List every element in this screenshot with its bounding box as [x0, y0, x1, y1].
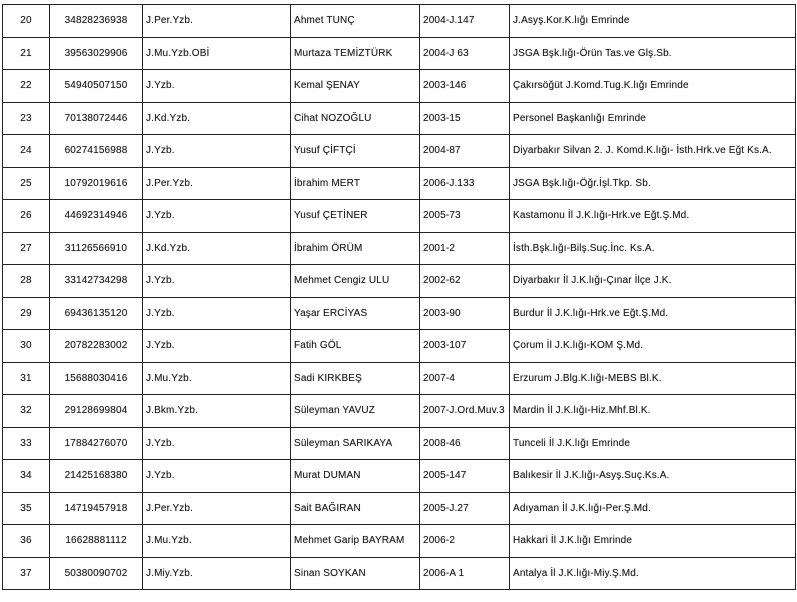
cell-full-name: Yaşar ERCİYAS [291, 297, 420, 330]
cell-id-number: 34828236938 [50, 5, 143, 38]
cell-full-name: Mehmet Cengiz ULU [291, 265, 420, 298]
table-row [3, 297, 796, 330]
cell-rank: J.Yzb. [143, 135, 291, 168]
cell-duty-assignment: JSGA Bşk.lığı-Öğr.İşl.Tkp. Sb. [510, 167, 796, 200]
cell-sequence-number: 26 [3, 200, 50, 233]
cell-duty-assignment: Diyarbakır Silvan 2. J. Komd.K.lığı- İsth.Hrk.ve Eğt Ks.A. [510, 135, 796, 168]
cell-full-name: Süleyman SARIKAYA [291, 427, 420, 460]
cell-duty-assignment: J.Asyş.Kor.K.lığı Emrinde [510, 5, 796, 38]
cell-rank: J.Bkm.Yzb. [143, 395, 291, 428]
cell-rank: J.Per.Yzb. [143, 167, 291, 200]
cell-id-number: 60274156988 [50, 135, 143, 168]
cell-duty-assignment: Çakırsöğüt J.Komd.Tug.K.lığı Emrinde [510, 70, 796, 103]
cell-sequence-number: 20 [3, 5, 50, 38]
cell-sequence-number: 23 [3, 102, 50, 135]
cell-term-number: 2003-146 [420, 70, 510, 103]
cell-term-number: 2001-2 [420, 232, 510, 265]
cell-id-number: 33142734298 [50, 265, 143, 298]
cell-term-number: 2004-J.147 [420, 5, 510, 38]
table-row [3, 525, 796, 558]
cell-duty-assignment: Mardin İl J.K.lığı-Hiz.Mhf.Bl.K. [510, 395, 796, 428]
cell-duty-assignment: Balıkesir İl J.K.lığı-Asyş.Suç.Ks.A. [510, 460, 796, 493]
cell-id-number: 20782283002 [50, 330, 143, 363]
cell-full-name: Yusuf ÇİFTÇİ [291, 135, 420, 168]
cell-sequence-number: 30 [3, 330, 50, 363]
cell-rank: J.Yzb. [143, 427, 291, 460]
cell-sequence-number: 22 [3, 70, 50, 103]
cell-rank: J.Kd.Yzb. [143, 232, 291, 265]
cell-rank: J.Miy.Yzb. [143, 557, 291, 590]
cell-term-number: 2007-J.Ord.Muv.3 [420, 395, 510, 428]
cell-duty-assignment: Erzurum J.Blg.K.lığı-MEBS Bl.K. [510, 362, 796, 395]
table-row [3, 330, 796, 363]
table-row [3, 395, 796, 428]
cell-term-number: 2004-87 [420, 135, 510, 168]
cell-sequence-number: 21 [3, 37, 50, 70]
cell-duty-assignment: Tunceli İl J.K.lığı Emrinde [510, 427, 796, 460]
cell-sequence-number: 35 [3, 492, 50, 525]
cell-duty-assignment: Kastamonu İl J.K.lığı-Hrk.ve Eğt.Ş.Md. [510, 200, 796, 233]
cell-rank: J.Per.Yzb. [143, 5, 291, 38]
cell-duty-assignment: Antalya İl J.K.lığı-Miy.Ş.Md. [510, 557, 796, 590]
cell-duty-assignment: Personel Başkanlığı Emrinde [510, 102, 796, 135]
table-row [3, 5, 796, 38]
cell-id-number: 15688030416 [50, 362, 143, 395]
cell-sequence-number: 32 [3, 395, 50, 428]
cell-term-number: 2008-46 [420, 427, 510, 460]
cell-term-number: 2003-90 [420, 297, 510, 330]
cell-id-number: 29128699804 [50, 395, 143, 428]
table-row [3, 135, 796, 168]
cell-sequence-number: 29 [3, 297, 50, 330]
cell-duty-assignment: Çorum İl J.K.lığı-KOM Ş.Md. [510, 330, 796, 363]
table-row [3, 200, 796, 233]
cell-rank: J.Yzb. [143, 200, 291, 233]
cell-term-number: 2006-J.133 [420, 167, 510, 200]
cell-id-number: 50380090702 [50, 557, 143, 590]
table-row [3, 102, 796, 135]
cell-duty-assignment: Adıyaman İl J.K.lığı-Per.Ş.Md. [510, 492, 796, 525]
cell-id-number: 14719457918 [50, 492, 143, 525]
cell-duty-assignment: Diyarbakır İl J.K.lığı-Çınar İlçe J.K. [510, 265, 796, 298]
cell-rank: J.Mu.Yzb. [143, 525, 291, 558]
cell-full-name: Yusuf ÇETİNER [291, 200, 420, 233]
table-row [3, 265, 796, 298]
cell-full-name: Murtaza TEMİZTÜRK [291, 37, 420, 70]
cell-rank: J.Mu.Yzb. [143, 362, 291, 395]
cell-id-number: 31126566910 [50, 232, 143, 265]
cell-id-number: 10792019616 [50, 167, 143, 200]
cell-id-number: 69436135120 [50, 297, 143, 330]
cell-full-name: Kemal ŞENAY [291, 70, 420, 103]
cell-full-name: Cihat NOZOĞLU [291, 102, 420, 135]
personnel-table-body [3, 5, 796, 590]
cell-rank: J.Yzb. [143, 265, 291, 298]
cell-term-number: 2004-J 63 [420, 37, 510, 70]
cell-rank: J.Per.Yzb. [143, 492, 291, 525]
cell-rank: J.Yzb. [143, 70, 291, 103]
cell-term-number: 2006-2 [420, 525, 510, 558]
cell-id-number: 70138072446 [50, 102, 143, 135]
cell-full-name: Sadi KIRKBEŞ [291, 362, 420, 395]
cell-term-number: 2002-62 [420, 265, 510, 298]
cell-duty-assignment: JSGA Bşk.lığı-Örün Tas.ve Glş.Sb. [510, 37, 796, 70]
table-row [3, 492, 796, 525]
cell-full-name: Sait BAĞIRAN [291, 492, 420, 525]
table-row [3, 70, 796, 103]
cell-duty-assignment: Hakkari İl J.K.lığı Emrinde [510, 525, 796, 558]
cell-sequence-number: 28 [3, 265, 50, 298]
cell-full-name: Sinan SOYKAN [291, 557, 420, 590]
personnel-table [2, 4, 796, 590]
table-row [3, 362, 796, 395]
cell-sequence-number: 27 [3, 232, 50, 265]
cell-full-name: Ahmet TUNÇ [291, 5, 420, 38]
cell-rank: J.Yzb. [143, 297, 291, 330]
cell-rank: J.Kd.Yzb. [143, 102, 291, 135]
cell-sequence-number: 25 [3, 167, 50, 200]
cell-term-number: 2007-4 [420, 362, 510, 395]
cell-full-name: Fatih GÖL [291, 330, 420, 363]
cell-full-name: Mehmet Garip BAYRAM [291, 525, 420, 558]
cell-id-number: 16628881112 [50, 525, 143, 558]
table-row [3, 37, 796, 70]
cell-term-number: 2003-15 [420, 102, 510, 135]
table-row [3, 232, 796, 265]
cell-rank: J.Yzb. [143, 460, 291, 493]
cell-id-number: 54940507150 [50, 70, 143, 103]
table-row [3, 557, 796, 590]
cell-id-number: 39563029906 [50, 37, 143, 70]
cell-term-number: 2005-J.27 [420, 492, 510, 525]
cell-sequence-number: 24 [3, 135, 50, 168]
cell-sequence-number: 37 [3, 557, 50, 590]
cell-rank: J.Mu.Yzb.OBİ [143, 37, 291, 70]
cell-full-name: İbrahim MERT [291, 167, 420, 200]
cell-id-number: 44692314946 [50, 200, 143, 233]
table-row [3, 167, 796, 200]
table-row [3, 460, 796, 493]
cell-sequence-number: 34 [3, 460, 50, 493]
cell-duty-assignment: Burdur İl J.K.lığı-Hrk.ve Eğt.Ş.Md. [510, 297, 796, 330]
cell-full-name: Murat DUMAN [291, 460, 420, 493]
cell-id-number: 21425168380 [50, 460, 143, 493]
cell-sequence-number: 31 [3, 362, 50, 395]
cell-term-number: 2005-73 [420, 200, 510, 233]
cell-sequence-number: 36 [3, 525, 50, 558]
table-row [3, 427, 796, 460]
cell-duty-assignment: İsth.Bşk.lığı-Bilş.Suç.İnc. Ks.A. [510, 232, 796, 265]
cell-term-number: 2006-A 1 [420, 557, 510, 590]
cell-term-number: 2005-147 [420, 460, 510, 493]
cell-sequence-number: 33 [3, 427, 50, 460]
cell-full-name: Süleyman YAVUZ [291, 395, 420, 428]
cell-full-name: İbrahim ÖRÜM [291, 232, 420, 265]
cell-term-number: 2003-107 [420, 330, 510, 363]
cell-id-number: 17884276070 [50, 427, 143, 460]
cell-rank: J.Yzb. [143, 330, 291, 363]
